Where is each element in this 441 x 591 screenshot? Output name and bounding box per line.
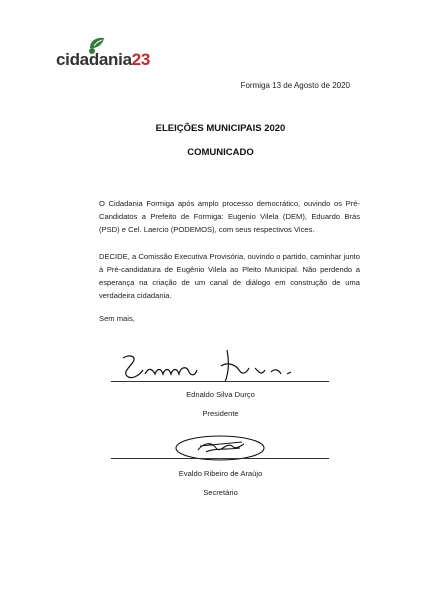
paragraph-2: DECIDE, a Comissão Executiva Provisória, ouvindo o partido, caminhar junto à Pré-candidatura de Eugênio Vilela ao Pleito Municipal. Não perdendo a esperança na criação de um canal de diálogo em construção de uma verdadeira cidadania. [99,252,360,300]
document-title: ELEIÇÕES MUNICIPAIS 2020 [155,123,286,134]
signature-line-1 [111,381,329,382]
closing-text: Sem mais, [99,314,135,323]
signatory-name-2: Evaldo Ribeiro de Araújo [178,469,263,478]
document-subtitle: COMUNICADO [187,147,254,158]
paragraph-1: O Cidadania Formiga após amplo processo democrático, ouvindo os Pré-Candidatos a Prefeito de Formiga: Eugenio Vilela (DEM), Eduardo Brás (PSD) e Cel. Laercio (PODEMOS), com seus respectivos Vices. [99,199,360,234]
logo-word: cidadania [56,50,132,69]
cidadania-logo [56,36,166,72]
handwritten-signature-1 [115,346,315,386]
signatory-role-1: Presidente [202,409,239,418]
document-date: Formiga 13 de Agosto de 2020 [240,81,350,90]
logo-number: 23 [131,50,151,69]
signatory-name-1: Ednaldo Silva Durço [186,390,255,399]
logo-text [56,50,150,70]
signature-line-2 [111,458,329,459]
signatory-role-2: Secretário [203,488,238,497]
